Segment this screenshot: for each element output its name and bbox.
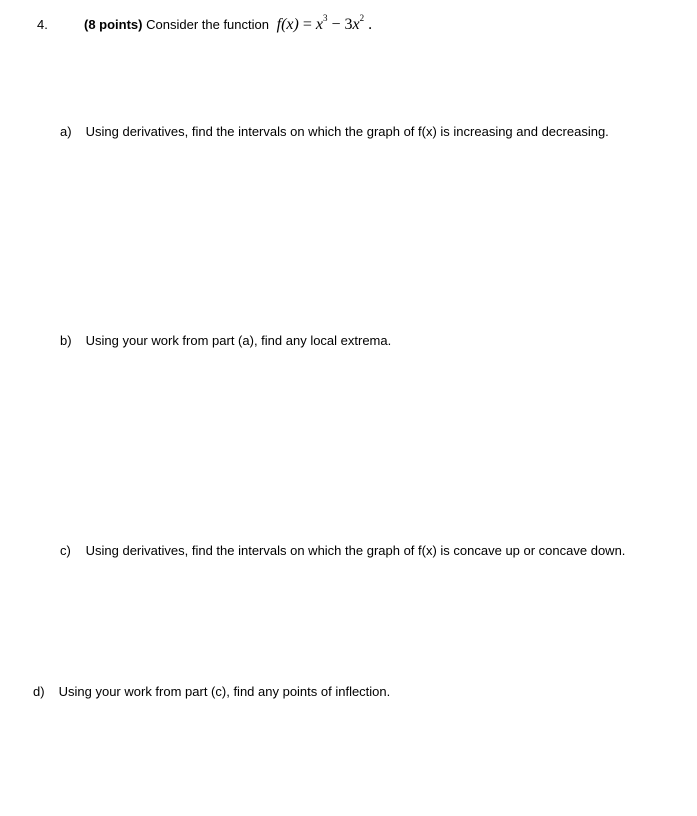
part-c-text: Using derivatives, find the intervals on which the graph of f(x) is concave up or concave down.	[85, 543, 626, 558]
term1-exponent: 3	[322, 13, 328, 23]
term2-exponent: 2	[359, 13, 365, 23]
function-period: .	[364, 16, 373, 33]
question-header	[84, 13, 372, 34]
question-intro: Consider the function	[146, 17, 269, 32]
part-a-label: a)	[60, 124, 72, 139]
term2-coefficient: 3	[344, 16, 353, 33]
minus-sign: −	[327, 16, 345, 33]
part-b-text: Using your work from part (a), find any local extrema.	[85, 333, 392, 348]
term1-base: x	[315, 16, 323, 33]
points-label: (8 points)	[84, 17, 143, 32]
question-number: 4.	[37, 17, 48, 32]
part-b	[60, 333, 391, 348]
function-argument: (x)	[281, 16, 299, 33]
part-a	[60, 124, 609, 139]
function-expression	[276, 13, 373, 33]
function-name: f	[276, 16, 282, 33]
equals-sign: =	[298, 16, 316, 33]
part-d-label: d)	[33, 684, 45, 699]
part-b-label: b)	[60, 333, 72, 348]
term2-base: x	[352, 16, 360, 33]
part-d	[33, 684, 390, 699]
part-d-text: Using your work from part (c), find any points of inflection.	[58, 684, 391, 699]
part-c	[60, 543, 625, 558]
part-a-text: Using derivatives, find the intervals on which the graph of f(x) is increasing and decreasing.	[85, 124, 609, 139]
part-c-label: c)	[60, 543, 71, 558]
